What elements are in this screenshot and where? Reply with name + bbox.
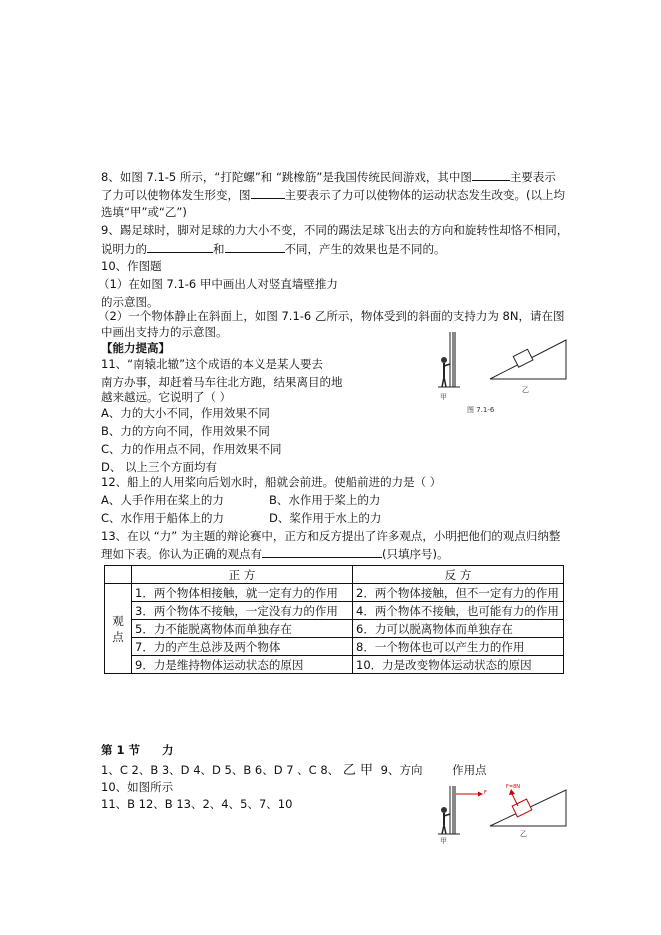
answers-heading [101,742,174,758]
q12-line1: 12、船上的人用桨向后划水时，船就会前进。使船前进的力是（ ） [101,475,442,489]
q10-2-line2: 中画出支持力的示意图。 [101,325,228,339]
table-row [105,620,564,638]
q13-text: (只填序号)。 [382,547,449,561]
answers-line2: 10、如图所示 [101,780,174,794]
q13-line2 [101,545,448,562]
figure-label-jia: 甲 [440,393,447,401]
figure-7-1-6 [438,330,568,415]
q12-option-a: A、人手作用在桨上的力 [101,493,224,507]
table-cell: 7．力的产生总涉及两个物体 [132,638,353,656]
incline-drawing [490,340,566,379]
q8-line1 [101,168,556,185]
answer-blank[interactable] [147,240,213,253]
table-cell: 6．力可以脱离物体而单独存在 [353,620,564,638]
answer-blank[interactable] [225,240,285,253]
q11-line3: 越来越远。它说明了（ ） [101,390,232,404]
q9-text: 不同，产生的效果也是不同的。 [284,242,446,256]
q12-option-b: B、水作用于桨上的力 [269,493,381,507]
table-cell: 5．力不能脱离物体而单独存在 [132,620,353,638]
answer-blank[interactable] [262,545,382,558]
table-cell: 1．两个物体相接触，就一定有力的作用 [132,584,353,602]
q11-option-a: A、力的大小不同，作用效果不同 [101,406,270,420]
side-label-cell [105,584,132,674]
table-corner-cell [105,566,132,584]
figure-caption: 图 7.1-6 [467,406,495,414]
q13-line1: 13、在以 “力” 为主题的辩论赛中，正方和反方提出了许多观点，小明把他们的观点归纳整 [101,529,561,543]
table-header-row [105,566,564,584]
table-cell: 10．力是改变物体运动状态的原因 [353,656,564,674]
table-cell: 9．力是维持物体运动状态的原因 [132,656,353,674]
table-cell: 4．两个物体不接触，也可能有力的作用 [353,602,564,620]
answer-force-label: F=8N [506,784,520,790]
answer-arrow-label: F [484,790,487,796]
side-label: 观 [112,613,124,628]
q11-line1: 11、“南辕北辙”这个成语的本义是某人要去 [101,357,324,371]
table-row [105,638,564,656]
answers-heading-title: 力 [162,743,174,757]
table-cell: 2．两个物体接触，但不一定有力的作用 [353,584,564,602]
q8-text: 8、如图 7.1-5 所示，“打陀螺”和 “跳橡筋”是我国传统民间游戏，其中图 [101,170,472,184]
side-label: 点 [112,629,124,644]
person-wall-drawing [438,332,460,387]
q10-2-line1: （2）一个物体静止在斜面上，如图 7.1-6 乙所示，物体受到的斜面的支持力为 8N，请在图 [98,309,565,323]
q10-1-line2: 的示意图。 [101,295,159,309]
answer-label-jia: 甲 [440,837,447,845]
q12-option-d: D、桨作用于水上的力 [269,511,382,525]
header-con: 反 方 [353,566,564,584]
q9-text: 和 [213,242,225,256]
table-row [105,602,564,620]
q8-text: 了力可以使物体发生形变，图 [101,188,251,202]
q13-text: 理如下表。你认为正确的观点有 [101,547,262,561]
q9-line2 [101,240,446,257]
q12-option-c: C、水作用于船体上的力 [101,511,225,525]
answer-blank[interactable] [251,186,285,199]
q8-line2 [101,186,565,203]
table-cell: 8．一个物体也可以产生力的作用 [353,638,564,656]
answer-person-wall-drawing [438,786,483,834]
q8-line3: 选填“甲”或“乙”) [101,205,187,219]
q10-1-line1: （1）在如图 7.1-6 甲中画出人对竖直墙壁推力 [98,277,338,291]
answer-blank[interactable] [472,168,510,181]
answers-line1 [101,762,487,779]
answers-text: 1、C 2、B 3、D 4、D 5、B 6、D 7 、C 8、 [101,763,340,777]
answers-heading-section: 第 1 节 [101,743,141,757]
answers-text: 乙 甲 [342,763,373,778]
answer-figure [438,786,568,848]
q11-option-b: B、力的方向不同，作用效果不同 [101,424,270,438]
figure-label-yi: 乙 [522,386,529,394]
q10-title: 10、作图题 [101,259,162,273]
section-heading: 【能力提高】 [101,341,170,355]
table-cell: 3．两个物体不接触，一定没有力的作用 [132,602,353,620]
q9-line1: 9、踢足球时，脚对足球的力大小不变，不同的踢法足球飞出去的方向和旋转性却恪不相同， [101,223,569,237]
q8-text: 主要表示 [509,170,556,184]
answer-incline-drawing [490,789,566,826]
table-row [105,584,564,602]
q9-text: 说明力的 [101,242,147,256]
viewpoints-table [104,565,564,674]
answers-text: 9、方向 [380,763,423,777]
answer-label-yi: 乙 [520,830,527,838]
answers-text: 作用点 [452,763,487,777]
answers-line3: 11、B 12、B 13、2、4、5、7、10 [101,797,293,811]
q11-line2: 南方办事，却赶着马车往北方跑，结果离目的地 [101,375,343,389]
header-pro: 正 方 [132,566,353,584]
q8-text: 主要表示了力可以使物体的运动状态发生改变。(以上均 [284,188,565,202]
table-row [105,656,564,674]
q11-option-d: D、 以上三个方面均有 [101,460,218,474]
q11-option-c: C、力的作用点不同，作用效果不同 [101,442,282,456]
